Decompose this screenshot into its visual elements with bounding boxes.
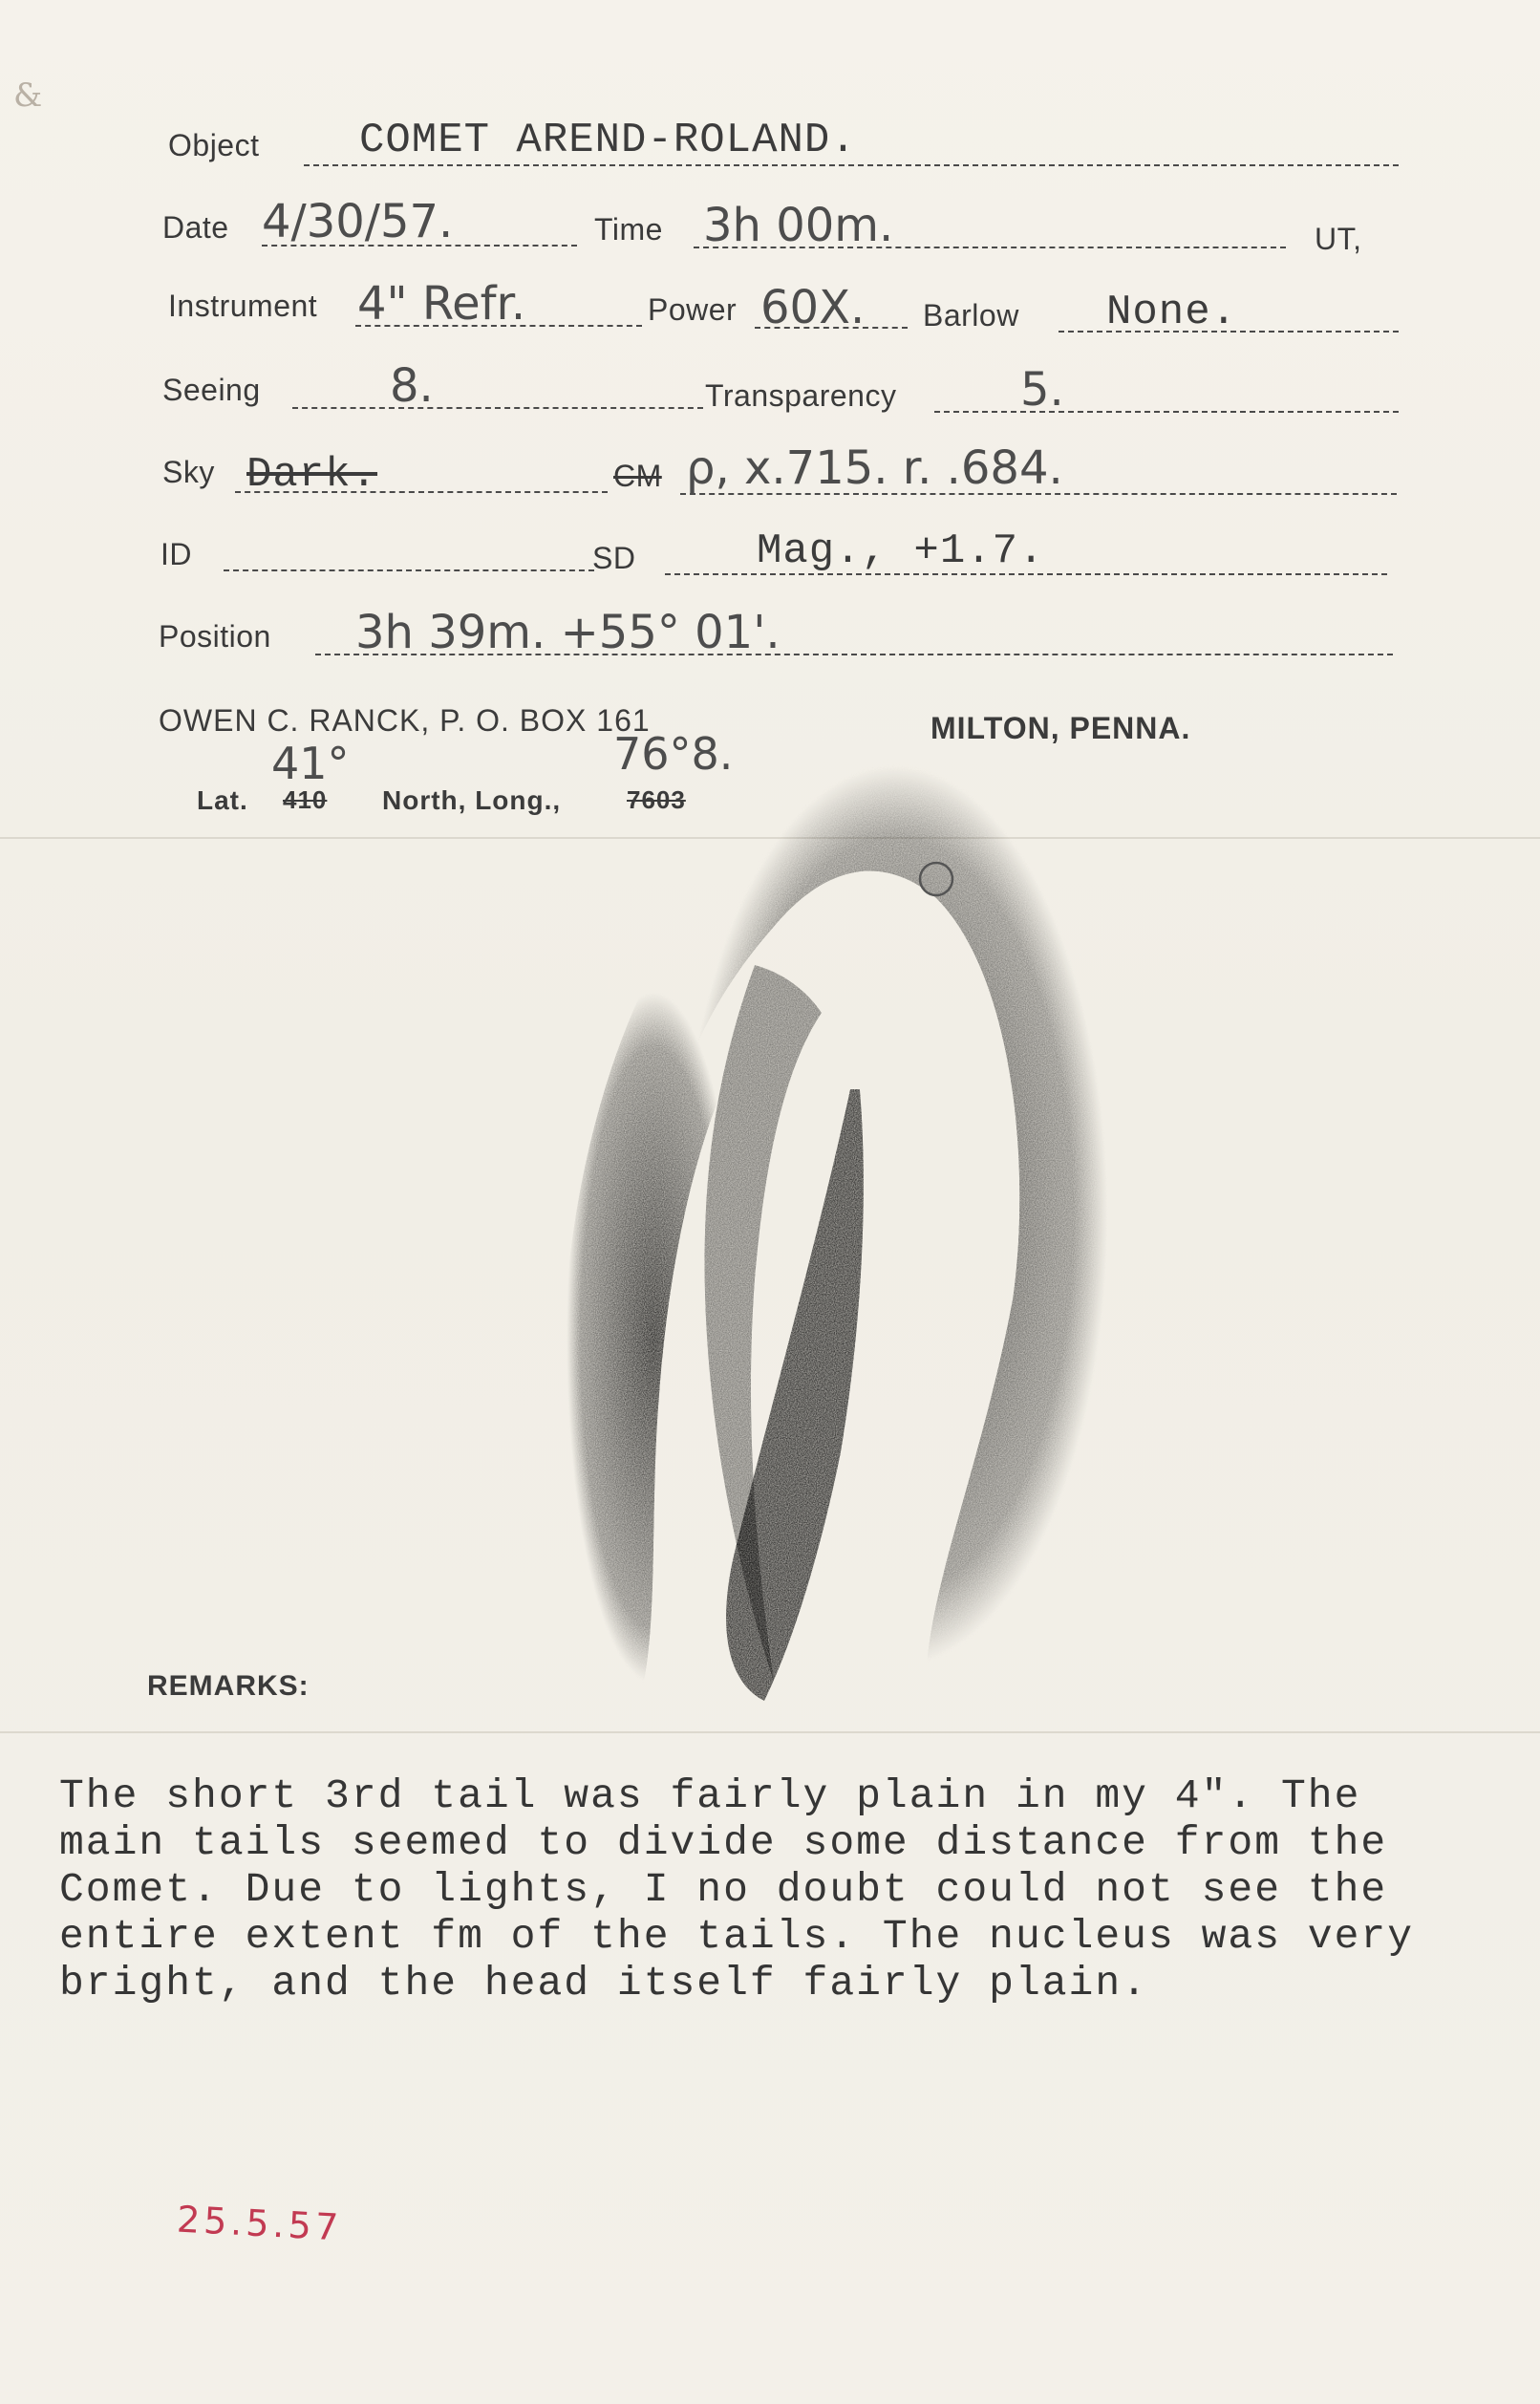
object-value: COMET AREND-ROLAND.: [359, 117, 857, 164]
sd-label: SD: [592, 541, 636, 575]
seeing-line: [292, 407, 703, 409]
cm-value: ρ, x.715. r. .684.: [686, 441, 1063, 495]
remarks-line: The short 3rd tail was fairly plain in my 4". The: [59, 1772, 1361, 1819]
transparency-value: 5.: [1020, 363, 1064, 417]
remarks-line: entire extent fm of the tails. The nucleus was very: [59, 1913, 1415, 1960]
transparency-label: Transparency: [705, 378, 897, 413]
sky-value: Dark.: [246, 451, 378, 499]
seeing-value: 8.: [390, 359, 434, 413]
time-value: 3h 00m.: [703, 199, 894, 252]
observer-city: MILTON, PENNA.: [930, 711, 1191, 745]
instrument-label: Instrument: [168, 289, 318, 323]
latitude-handwritten: 41°: [271, 738, 350, 789]
observer-address: OWEN C. RANCK, P. O. BOX 161: [159, 703, 651, 738]
power-value: 60X.: [760, 281, 866, 334]
archive-date-note: 25.5.57: [175, 2198, 344, 2249]
id-label: ID: [160, 537, 192, 571]
object-label: Object: [168, 128, 260, 162]
longitude-label: North, Long.,: [382, 785, 562, 815]
date-label: Date: [162, 210, 229, 245]
remarks-text: [59, 1772, 1530, 2007]
position-value: 3h 39m. +55° 01'.: [355, 606, 781, 659]
position-label: Position: [159, 619, 271, 654]
cm-label: CM: [613, 459, 662, 493]
time-label: Time: [594, 212, 663, 247]
remarks-label: REMARKS:: [147, 1670, 310, 1702]
sd-value: Mag., +1.7.: [757, 527, 1045, 575]
date-value: 4/30/57.: [262, 195, 454, 248]
barlow-label: Barlow: [923, 298, 1019, 333]
transparency-line: [934, 411, 1399, 413]
remarks-line: main tails seemed to divide some distance from the: [59, 1819, 1388, 1866]
sky-label: Sky: [162, 455, 215, 489]
object-line: [304, 164, 1399, 166]
longitude-handwritten: 76°8.: [613, 728, 734, 780]
barlow-value: None.: [1106, 289, 1238, 336]
id-line: [224, 569, 594, 571]
longitude-printed: 7603: [627, 785, 686, 814]
remarks-line: bright, and the head itself fairly plain.: [59, 1960, 1148, 2007]
comet-pencil-sketch: [535, 726, 1185, 1739]
latitude-printed: 410: [283, 785, 328, 814]
seeing-label: Seeing: [162, 373, 261, 407]
latitude-label: Lat.: [197, 785, 248, 815]
corner-smudge: &: [13, 76, 43, 115]
remarks-line: Comet. Due to lights, I no doubt could not see the: [59, 1866, 1388, 1913]
power-label: Power: [648, 292, 738, 327]
ut-label: UT,: [1315, 222, 1362, 256]
instrument-value: 4" Refr.: [357, 277, 526, 331]
